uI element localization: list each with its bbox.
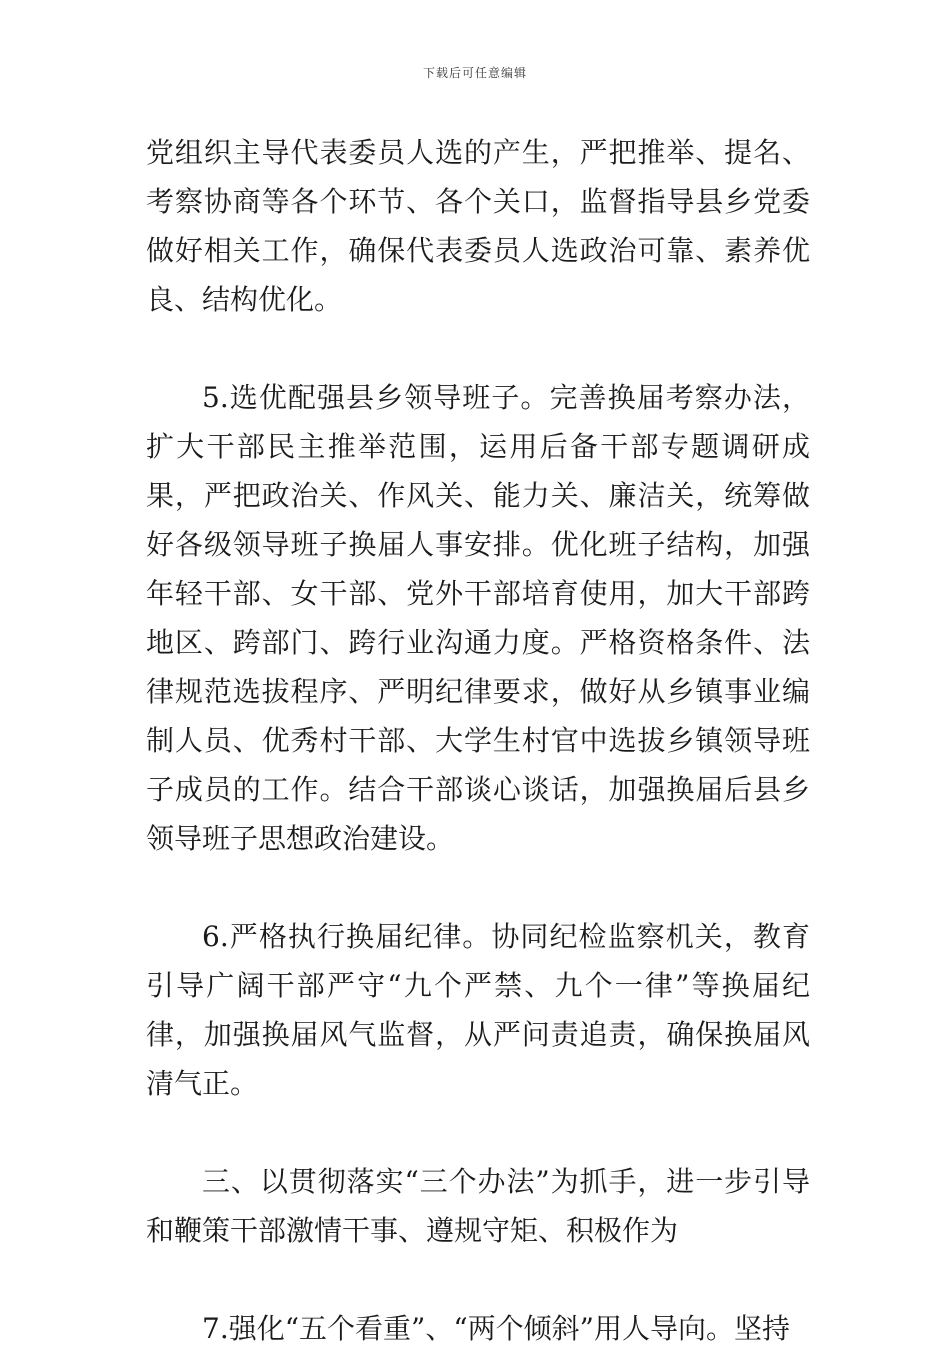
section-heading-3: 三、以贯彻落实“三个办法”为抓手，进一步引导和鞭策干部激情干事、遵规守矩、积极作为 xyxy=(146,1165,810,1247)
page-header: 下载后可任意编辑 xyxy=(422,66,527,80)
document-body xyxy=(146,128,810,1353)
paragraph-1: 党组织主导代表委员人选的产生，严把推举、提名、考察协商等各个环节、各个关口，监督指导县乡党委做好相关工作，确保代表委员人选政治可靠、素养优良、结构优化。 xyxy=(146,136,810,316)
paragraph-4: 7.强化“五个看重”、“两个倾斜”用人导向。坚持 xyxy=(202,1312,790,1345)
paragraph-3: 6.严格执行换届纪律。协同纪检监察机关，教育引导广阔干部严守“九个严禁、九个一律”等换届纪律，加强换届风气监督，从严问责追责，确保换届风清气正。 xyxy=(146,920,810,1100)
paragraph-2: 5.选优配强县乡领导班子。完善换届考察办法，扩大干部民主推举范围，运用后备干部专题调研成果，严把政治关、作风关、能力关、廉洁关，统筹做好各级领导班子换届人事安排。优化班子结构，加强年轻干部、女干部、党外干部培育使用，加大干部跨地区、跨部门、跨行业沟通力度。严格资格条件、法律规范选拔程序、严明纪律要求，做好从乡镇事业编制人员、优秀村干部、大学生村官中选拔乡镇领导班子成员的工作。结合干部谈心谈话，加强换届后县乡领导班子思想政治建设。 xyxy=(146,381,810,855)
